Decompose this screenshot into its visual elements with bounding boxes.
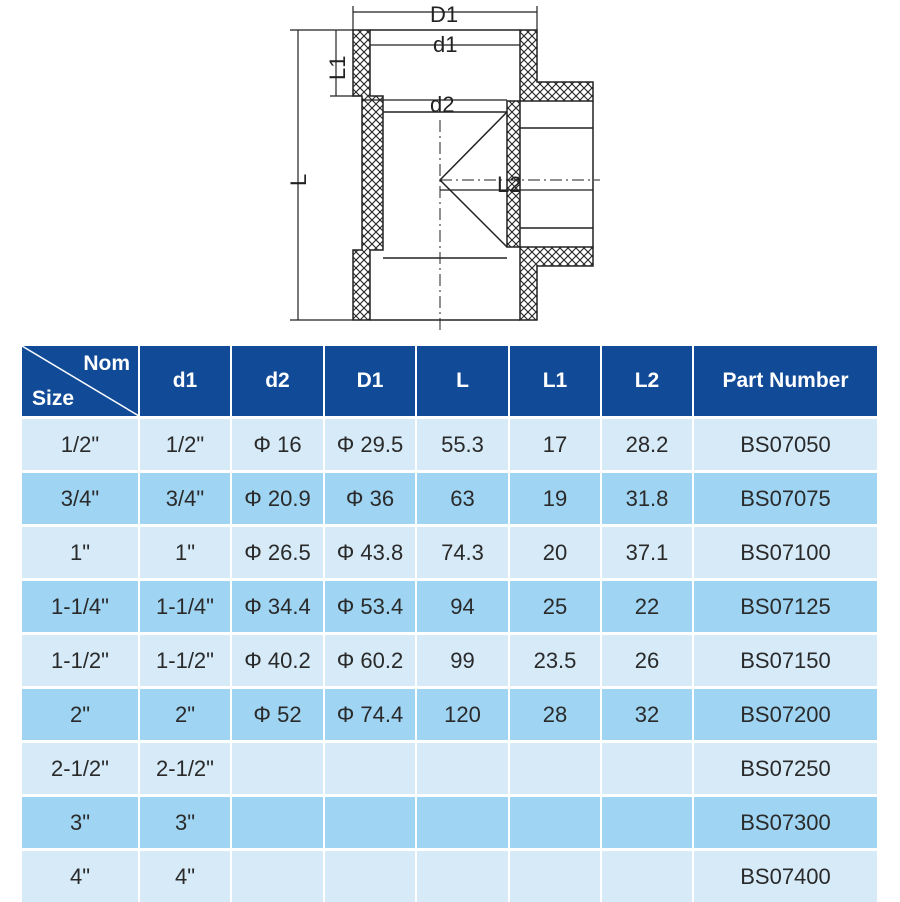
cell-d2: Φ 52 <box>231 688 324 742</box>
dim-label-L1: L1 <box>325 56 350 80</box>
cell-L <box>416 796 509 850</box>
table-row <box>22 418 877 472</box>
header-L2: L2 <box>601 346 693 418</box>
cell-D1 <box>324 796 416 850</box>
cell-L: 99 <box>416 634 509 688</box>
cell-L: 94 <box>416 580 509 634</box>
cell-D1: Φ 36 <box>324 472 416 526</box>
cell-L: 74.3 <box>416 526 509 580</box>
cell-d1: 2" <box>139 688 231 742</box>
cell-part-number: BS07100 <box>693 526 877 580</box>
cell-size: 3/4" <box>22 472 139 526</box>
cell-L <box>416 742 509 796</box>
cell-size: 2" <box>22 688 139 742</box>
cell-part-number: BS07150 <box>693 634 877 688</box>
cell-size: 2-1/2" <box>22 742 139 796</box>
cell-d1: 1" <box>139 526 231 580</box>
cell-L1: 28 <box>509 688 601 742</box>
cell-d2 <box>231 850 324 902</box>
tee-fitting-drawing <box>0 0 900 340</box>
cell-D1 <box>324 850 416 902</box>
cell-d1: 1-1/2" <box>139 634 231 688</box>
cell-L1: 23.5 <box>509 634 601 688</box>
table-header-row <box>22 346 877 418</box>
cell-size: 4" <box>22 850 139 902</box>
cell-L1 <box>509 796 601 850</box>
cell-d2: Φ 20.9 <box>231 472 324 526</box>
header-L: L <box>416 346 509 418</box>
cell-d1: 1/2" <box>139 418 231 472</box>
cell-part-number: BS07075 <box>693 472 877 526</box>
table-row <box>22 688 877 742</box>
cell-part-number: BS07125 <box>693 580 877 634</box>
size-label: Size <box>32 387 74 411</box>
table-row <box>22 526 877 580</box>
table-row <box>22 634 877 688</box>
dim-label-L2: L2 <box>497 172 521 197</box>
cell-d2 <box>231 796 324 850</box>
table-body <box>22 418 877 902</box>
cell-d2: Φ 16 <box>231 418 324 472</box>
cell-d1: 2-1/2" <box>139 742 231 796</box>
cell-d1: 1-1/4" <box>139 580 231 634</box>
cell-d1: 3" <box>139 796 231 850</box>
table-row <box>22 742 877 796</box>
cell-L1 <box>509 742 601 796</box>
header-d1: d1 <box>139 346 231 418</box>
cell-L: 63 <box>416 472 509 526</box>
header-d2: d2 <box>231 346 324 418</box>
cell-size: 1/2" <box>22 418 139 472</box>
table-row <box>22 850 877 902</box>
header-L1: L1 <box>509 346 601 418</box>
cell-L2: 32 <box>601 688 693 742</box>
nom-size-header <box>22 346 139 418</box>
cell-d2: Φ 40.2 <box>231 634 324 688</box>
dim-label-d2: d2 <box>430 92 454 117</box>
cell-L2: 26 <box>601 634 693 688</box>
cell-L2: 22 <box>601 580 693 634</box>
header-part-number: Part Number <box>693 346 877 418</box>
header-D1: D1 <box>324 346 416 418</box>
cell-d1: 3/4" <box>139 472 231 526</box>
cell-L1: 17 <box>509 418 601 472</box>
cell-d1: 4" <box>139 850 231 902</box>
cell-part-number: BS07250 <box>693 742 877 796</box>
cell-D1: Φ 53.4 <box>324 580 416 634</box>
cell-part-number: BS07400 <box>693 850 877 902</box>
cell-L2 <box>601 850 693 902</box>
cell-D1: Φ 60.2 <box>324 634 416 688</box>
cell-L2: 37.1 <box>601 526 693 580</box>
cell-D1: Φ 29.5 <box>324 418 416 472</box>
cell-part-number: BS07300 <box>693 796 877 850</box>
dim-label-D1: D1 <box>430 2 458 27</box>
cell-d2: Φ 26.5 <box>231 526 324 580</box>
cell-part-number: BS07200 <box>693 688 877 742</box>
cell-d2 <box>231 742 324 796</box>
table-row <box>22 580 877 634</box>
cell-L2 <box>601 796 693 850</box>
cell-part-number: BS07050 <box>693 418 877 472</box>
nom-label: Nom <box>83 352 130 376</box>
cell-size: 1-1/2" <box>22 634 139 688</box>
cell-L2 <box>601 742 693 796</box>
cell-size: 1" <box>22 526 139 580</box>
cell-L: 55.3 <box>416 418 509 472</box>
cell-D1 <box>324 742 416 796</box>
cell-L2: 28.2 <box>601 418 693 472</box>
dim-label-L: L <box>286 174 311 186</box>
cell-size: 1-1/4" <box>22 580 139 634</box>
cell-L: 120 <box>416 688 509 742</box>
cell-d2: Φ 34.4 <box>231 580 324 634</box>
cell-L1: 20 <box>509 526 601 580</box>
table-row <box>22 472 877 526</box>
cell-D1: Φ 74.4 <box>324 688 416 742</box>
cell-L <box>416 850 509 902</box>
table-row <box>22 796 877 850</box>
cell-L1: 25 <box>509 580 601 634</box>
cell-D1: Φ 43.8 <box>324 526 416 580</box>
cell-size: 3" <box>22 796 139 850</box>
cell-L1: 19 <box>509 472 601 526</box>
cell-L1 <box>509 850 601 902</box>
dim-label-d1: d1 <box>433 32 457 57</box>
cell-L2: 31.8 <box>601 472 693 526</box>
spec-table <box>22 346 877 902</box>
